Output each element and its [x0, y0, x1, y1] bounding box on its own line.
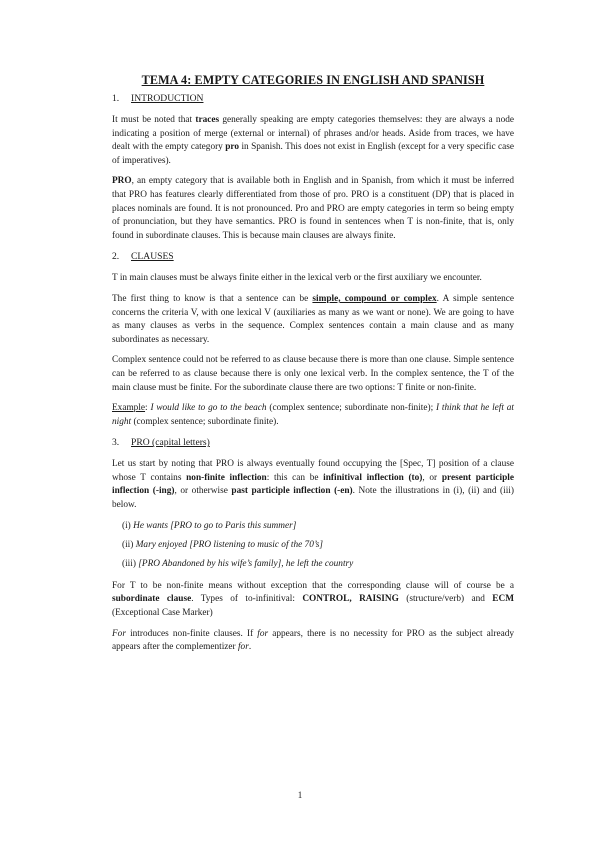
example-sentence: He wants [PRO to go to Paris this summer] [133, 520, 297, 531]
text-run: . Note the illustrations in (i), (ii) and (iii) below. [112, 486, 514, 511]
example-label: Example [112, 403, 146, 414]
page-number: 1 [297, 790, 303, 800]
text-run: (Exceptional Case Marker) [112, 608, 213, 619]
section-title: INTRODUCTION [131, 93, 204, 104]
example-number: (i) [122, 520, 134, 531]
text-run: : [145, 403, 151, 414]
bold-term: traces [195, 115, 220, 125]
paragraph-pro-position [112, 458, 514, 512]
example-number: (ii) [122, 540, 136, 551]
bold-term: present participle inflection (-ing) [112, 472, 514, 497]
example-sentence: [PRO Abandoned by his wife’s family], he left the country [138, 559, 354, 570]
text-run: : this can be [266, 472, 324, 483]
text-run: . [248, 642, 252, 653]
example-item-i [112, 520, 514, 533]
paragraph-pro [112, 175, 514, 243]
paragraph-t-main-clauses: T in main clauses must be always finite either in the lexical verb or the first auxiliary we encounter. [112, 273, 482, 284]
bold-term: infinitival inflection (to) [323, 472, 423, 483]
example-item-iii [112, 558, 514, 571]
text-run: . A simple sentence concerns the criteria V, with one lexical V (auxiliaries as many as we want or none). We are going to have as many clauses as verbs in the sequence. Complex sentences contain a main clause and as many subordinates as necessary. [112, 293, 514, 345]
text-run: in Spanish. This does not exist in English (except for a very specific case of imperatives). [112, 142, 514, 166]
text-run: , or otherwise [174, 486, 232, 497]
paragraph-non-finite-t [112, 580, 514, 621]
example-sentence: I would like to go to the beach [150, 403, 267, 414]
bold-underlined-term: simple, compound or complex [312, 293, 437, 304]
paragraph-for-complementizer [112, 628, 514, 655]
text-run: , or [422, 472, 442, 483]
section-number: 2. [112, 251, 120, 263]
italic-term: For [112, 628, 126, 639]
bold-term: pro [225, 142, 240, 153]
text-run: generally speaking are empty categories themselves: they are always a node indicating a position of merge (external or internal) of phrases and/or heads. Aside from traces, we have dealt with the empty category [112, 115, 514, 153]
bold-term: subordinate clause [112, 594, 192, 605]
bold-term: non-finite inflection [186, 472, 267, 483]
paragraph-sentence-types [112, 293, 514, 347]
text-run: Let us start by noting that PRO is always eventually found occupying the [Spec, T] position of a clause whose T contains [112, 459, 514, 483]
text-run: For T to be non-finite means without exception that the corresponding clause will of course be a [112, 580, 514, 591]
document-title: TEMA 4: EMPTY CATEGORIES IN ENGLISH AND SPANISH [141, 73, 485, 87]
example-sentence: Mary enjoyed [PRO listening to music of the 70’s] [135, 540, 323, 551]
text-run: appears, there is no necessity for PRO as the subject already appears after the complementizer [112, 628, 514, 653]
section-heading-clauses [112, 250, 514, 263]
example-sentence: I think that he left at night [112, 403, 514, 427]
bold-term: past participle inflection (-en) [231, 486, 353, 497]
paragraph-example [112, 402, 514, 429]
text-run: , an empty category that is available both in English and in Spanish, from which it must be inferred that PRO has features clearly differentiated from those of pro. PRO is a constituent (DP) that is placed in places nominals are found. It is not pronounced. Pro and PRO are empty categories in term so being empty of pronunciation, but they have semantics. PRO is found in sentences when T is non-finite, that is, only found in subordinate clauses. This is because main clauses are always finite. [112, 176, 514, 241]
section-heading-introduction [112, 92, 514, 105]
section-heading-pro [112, 436, 514, 449]
paragraph-traces [112, 114, 514, 168]
document-page [112, 68, 514, 662]
section-title: PRO (capital letters) [131, 437, 210, 449]
text-run: (complex sentence; subordinate non-finite); [266, 403, 436, 414]
bold-term: CONTROL, RAISING [302, 594, 399, 605]
italic-term: for [237, 642, 249, 653]
section-title: CLAUSES [131, 251, 174, 263]
example-number: (iii) [122, 559, 139, 570]
section-number: 3. [112, 437, 120, 449]
text-run: . Types of to-infinitival: [191, 594, 303, 605]
text-run: (structure/verb) and [398, 594, 493, 605]
section-number: 1. [112, 93, 120, 104]
example-item-ii [112, 539, 514, 552]
text-run: The first thing to know is that a sentence can be [112, 293, 313, 304]
bold-term: PRO [112, 176, 132, 187]
text-run: introduces non-finite clauses. If [125, 628, 258, 639]
paragraph-complex-sentence: Complex sentence could not be referred to as clause because there is more than one clause. Simple sentence can be referred to as clause because there is only one lexical verb. In the complex sentence, the T of the main clause must be finite. For the subordinate clause there are two options: T finite or non-finite. [112, 355, 514, 393]
text-run: It must be noted that [112, 115, 196, 125]
bold-term: ECM [492, 594, 514, 605]
italic-term: for [257, 628, 269, 639]
text-run: (complex sentence; subordinate finite). [131, 416, 279, 427]
